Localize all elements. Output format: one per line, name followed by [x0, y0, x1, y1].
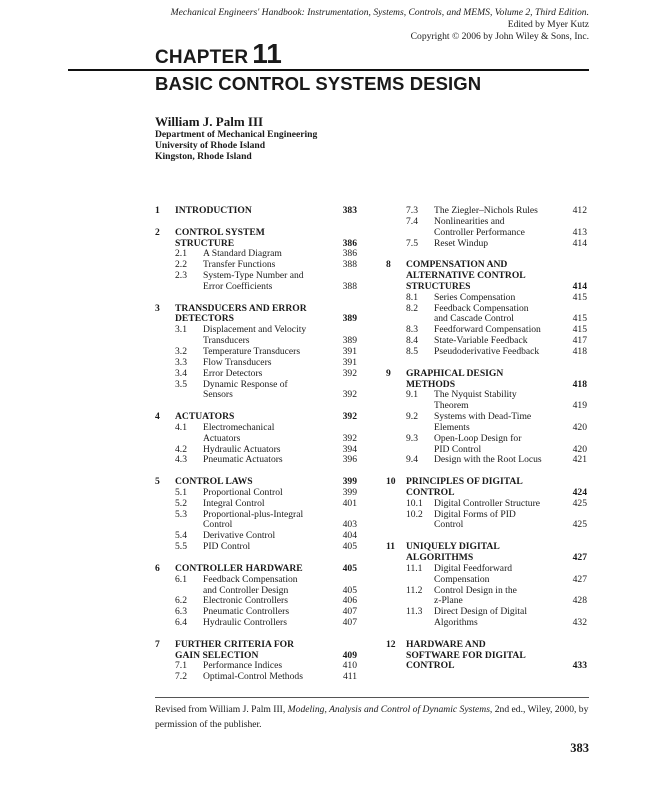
toc-subsection-page: 399 — [342, 486, 357, 498]
toc-section-title: GRAPHICAL DESIGN METHODS — [406, 367, 504, 390]
toc-subsection — [386, 304, 589, 326]
toc-subsection — [386, 217, 589, 239]
toc-subsection-title: Electromechanical Actuators — [203, 421, 275, 444]
toc-subsection-title: Optimal-Control Methods — [203, 671, 303, 683]
chapter-word: CHAPTER — [155, 47, 249, 68]
toc-section-title: INTRODUCTION — [175, 205, 252, 216]
toc-subsection-title: Hydraulic Actuators — [203, 443, 281, 455]
toc-subsection-page: 396 — [342, 454, 357, 466]
toc-subsection — [155, 542, 359, 553]
toc-section-number: 6 — [155, 562, 160, 574]
toc-subsection-page: 407 — [342, 606, 357, 618]
toc-subsection-number: 2.2 — [175, 259, 187, 271]
toc-subsection-page: 401 — [342, 497, 357, 509]
toc-subsection-page: 412 — [572, 205, 587, 216]
chapter-number: 11 — [252, 38, 282, 69]
toc-subsection-page: 392 — [342, 432, 357, 444]
toc-subsection-number: 8.2 — [406, 302, 418, 314]
toc-section-number: 11 — [386, 541, 396, 553]
toc-section-page: 399 — [342, 476, 357, 488]
toc-subsection-number: 10.2 — [406, 508, 423, 520]
toc-subsection — [386, 390, 589, 412]
toc-section — [386, 640, 589, 673]
toc-subsection-title: Performance Indices — [203, 660, 283, 672]
toc-subsection-page: 391 — [342, 356, 357, 368]
toc-subsection-title: PID Control — [203, 541, 251, 553]
toc-subsection-page: 415 — [572, 291, 587, 303]
toc-section-title: CONTROL SYSTEM STRUCTURE — [175, 226, 265, 249]
toc-subsection-page: 406 — [342, 595, 357, 607]
toc-subsection-number: 7.2 — [175, 671, 187, 683]
toc-left-column — [155, 206, 359, 683]
toc-section-title: TRANSDUCERS AND ERROR DETECTORS — [175, 302, 307, 325]
toc-subsection-number: 11.1 — [406, 562, 423, 574]
toc-subsection — [386, 607, 589, 629]
toc-subsection-number: 5.3 — [175, 508, 187, 520]
toc-subsection-title: Design with the Root Locus — [434, 454, 542, 466]
toc-section-page: 389 — [342, 313, 357, 325]
author-name: William J. Palm III — [155, 114, 264, 129]
toc-subsection-page: 404 — [342, 530, 357, 542]
toc-section-page: 392 — [342, 411, 357, 423]
toc-subsection — [386, 239, 589, 250]
toc-subsection-page: 418 — [572, 345, 587, 357]
toc-subsection-page: 410 — [342, 660, 357, 672]
toc-subsection-page: 389 — [342, 335, 357, 347]
toc-subsection-number: 6.4 — [175, 617, 187, 629]
toc-subsection-page: 428 — [572, 595, 587, 607]
toc-section-page: 405 — [342, 562, 357, 574]
toc-subsection-title: Nonlinearities and Controller Performance — [434, 215, 525, 238]
toc-subsection-number: 2.3 — [175, 270, 187, 282]
toc-subsection-title: Electronic Controllers — [203, 595, 288, 607]
toc-subsection-number: 6.2 — [175, 595, 187, 607]
author-university: University of Rhode Island — [155, 140, 266, 151]
toc-section — [386, 542, 589, 564]
toc-subsection-page: 425 — [572, 497, 587, 509]
toc-subsection-number: 8.4 — [406, 335, 418, 347]
toc-subsection-page: 394 — [342, 443, 357, 455]
toc-section-number: 5 — [155, 476, 160, 488]
toc-subsection-number: 5.2 — [175, 497, 187, 509]
toc-section-number: 3 — [155, 302, 160, 314]
toc-subsection-title: Digital Forms of PID Control — [434, 508, 516, 531]
toc-subsection-page: 420 — [572, 421, 587, 433]
toc-subsection-number: 5.5 — [175, 541, 187, 553]
toc-subsection-title: Feedback Compensation and Cascade Control — [434, 302, 529, 325]
toc-subsection-title: Pneumatic Actuators — [203, 454, 283, 466]
toc-subsection-number: 8.3 — [406, 324, 418, 336]
toc-subsection-number: 8.5 — [406, 345, 418, 357]
toc-subsection-page: 427 — [572, 573, 587, 585]
toc-subsection — [155, 423, 359, 445]
toc-section-title: CONTROL LAWS — [175, 476, 253, 488]
toc-subsection-page: 392 — [342, 367, 357, 379]
toc-subsection-title: Direct Design of Digital Algorithms — [434, 606, 527, 629]
chapter-rule — [68, 69, 589, 71]
toc-subsection — [155, 380, 359, 402]
toc-section-title: HARDWARE AND SOFTWARE FOR DIGITAL CONTROL — [406, 638, 526, 672]
toc-subsection-title: Temperature Transducers — [203, 345, 301, 357]
toc-subsection-title: Pneumatic Controllers — [203, 606, 290, 618]
toc-subsection-page: 415 — [572, 313, 587, 325]
toc-subsection-number: 4.2 — [175, 443, 187, 455]
toc-section — [386, 477, 589, 499]
toc-subsection-number: 10.1 — [406, 497, 423, 509]
toc-subsection-number: 9.2 — [406, 411, 418, 423]
toc-subsection-title: The Ziegler–Nichols Rules — [434, 205, 538, 216]
toc-right-column — [386, 206, 589, 672]
toc-subsection — [155, 271, 359, 293]
toc-subsection-title: Digital Feedforward Compensation — [434, 562, 513, 585]
toc-subsection — [155, 369, 359, 380]
toc-subsection-title: Digital Controller Structure — [434, 497, 541, 509]
toc-subsection-title: Feedforward Compensation — [434, 324, 541, 336]
toc-subsection-title: A Standard Diagram — [203, 248, 282, 260]
toc-subsection — [155, 499, 359, 510]
toc-subsection-page: 414 — [572, 237, 587, 249]
toc-subsection-number: 9.1 — [406, 389, 418, 401]
toc-section-number: 8 — [386, 259, 391, 271]
author-location: Kingston, Rhode Island — [155, 151, 252, 162]
toc-subsection-number: 3.3 — [175, 356, 187, 368]
chapter-title: BASIC CONTROL SYSTEMS DESIGN — [155, 73, 482, 94]
toc-subsection-number: 3.1 — [175, 324, 187, 336]
toc-subsection-page: 405 — [342, 541, 357, 553]
toc-subsection-title: Proportional Control — [203, 486, 283, 498]
toc-subsection-number: 5.4 — [175, 530, 187, 542]
toc-subsection-page: 388 — [342, 280, 357, 292]
toc-subsection — [386, 510, 589, 532]
toc-subsection-page: 417 — [572, 335, 587, 347]
toc-subsection — [155, 618, 359, 629]
toc-subsection-page: 415 — [572, 324, 587, 336]
toc-subsection-page: 432 — [572, 617, 587, 629]
toc-subsection-title: Hydraulic Controllers — [203, 617, 287, 629]
toc-subsection — [155, 510, 359, 532]
toc-subsection-page: 425 — [572, 519, 587, 531]
toc-section-page: 418 — [572, 378, 587, 390]
toc-subsection-number: 5.1 — [175, 486, 187, 498]
toc-subsection-page: 388 — [342, 259, 357, 271]
toc-section-number: 7 — [155, 638, 160, 650]
toc-subsection-title: Flow Transducers — [203, 356, 272, 368]
toc-section-number: 10 — [386, 476, 396, 488]
toc-subsection-page: 403 — [342, 519, 357, 531]
footnote-prefix: Revised from William J. Palm III, — [155, 704, 288, 715]
toc-subsection-number: 6.3 — [175, 606, 187, 618]
footnote-rule — [155, 697, 589, 698]
toc-subsection-number: 3.2 — [175, 345, 187, 357]
toc-subsection-page: 411 — [342, 671, 357, 683]
toc-section-page: 383 — [342, 205, 357, 216]
running-header-book: Mechanical Engineers' Handbook: Instrumentation, Systems, Controls, and MEMS, Volume 2, Third Edition. — [170, 7, 589, 18]
running-header-editor: Edited by Myer Kutz — [507, 19, 589, 30]
toc-subsection-number: 7.3 — [406, 205, 418, 216]
toc-subsection-number: 7.5 — [406, 237, 418, 249]
toc-section-page: 386 — [342, 237, 357, 249]
footnote-book-title: Modeling, Analysis and Control of Dynamic Systems, — [287, 704, 493, 715]
toc-subsection-title: System-Type Number and Error Coefficients — [203, 270, 304, 292]
toc-subsection-page: 391 — [342, 345, 357, 357]
toc-section-title: CONTROLLER HARDWARE — [175, 562, 303, 574]
toc-subsection — [386, 434, 589, 456]
toc-section-number: 4 — [155, 411, 160, 423]
toc-subsection — [155, 455, 359, 466]
toc-subsection-title: Feedback Compensation and Controller Design — [203, 573, 298, 596]
toc-subsection-number: 7.4 — [406, 215, 418, 227]
toc-section-page: 433 — [572, 660, 587, 672]
toc-subsection-number: 6.1 — [175, 573, 187, 585]
toc-subsection-title: Transfer Functions — [203, 259, 276, 271]
toc-subsection — [386, 499, 589, 510]
toc-section — [155, 640, 359, 662]
toc-subsection-number: 2.1 — [175, 248, 187, 260]
toc-section-number: 1 — [155, 205, 160, 216]
toc-subsection-number: 4.1 — [175, 421, 187, 433]
toc-section — [155, 304, 359, 326]
running-header-copyright: Copyright © 2006 by John Wiley & Sons, Inc. — [410, 31, 589, 42]
toc-section-number: 12 — [386, 638, 396, 650]
toc-section — [155, 228, 359, 250]
toc-subsection-title: Series Compensation — [434, 291, 516, 303]
toc-subsection — [386, 586, 589, 608]
toc-subsection-title: Displacement and Velocity Transducers — [203, 324, 307, 347]
toc-subsection-number: 8.1 — [406, 291, 418, 303]
toc-subsection — [155, 325, 359, 347]
toc-section-title: UNIQUELY DIGITAL ALGORITHMS — [406, 541, 500, 563]
toc-section — [386, 369, 589, 391]
toc-subsection — [386, 293, 589, 304]
toc-subsection-page: 420 — [572, 443, 587, 455]
toc-subsection-title: Derivative Control — [203, 530, 276, 542]
toc-subsection-title: Dynamic Response of Sensors — [203, 378, 288, 401]
toc-subsection-number: 3.5 — [175, 378, 187, 390]
toc-subsection-number: 7.1 — [175, 660, 187, 672]
toc-subsection-number: 9.4 — [406, 454, 418, 466]
toc-section-page: 424 — [572, 486, 587, 498]
toc-subsection-number: 9.3 — [406, 432, 418, 444]
toc-section-page: 414 — [572, 280, 587, 292]
toc-subsection-title: Proportional-plus-Integral Control — [203, 508, 304, 531]
page-number: 383 — [570, 741, 589, 755]
toc-section — [386, 260, 589, 293]
toc-subsection-title: Error Detectors — [203, 367, 263, 379]
toc-section-title: PRINCIPLES OF DIGITAL CONTROL — [406, 476, 523, 498]
author-department: Department of Mechanical Engineering — [155, 129, 318, 140]
toc-subsection-title: Pseudoderivative Feedback — [434, 345, 540, 357]
toc-subsection-page: 386 — [342, 248, 357, 260]
toc-subsection-page: 413 — [572, 226, 587, 238]
toc-section-title: ACTUATORS — [175, 411, 235, 423]
toc-subsection-page: 419 — [572, 400, 587, 412]
toc-section-page: 427 — [572, 552, 587, 563]
toc-subsection — [386, 455, 589, 466]
toc-subsection-title: Integral Control — [203, 497, 265, 509]
toc-section-page: 409 — [342, 649, 357, 661]
toc-subsection-title: Systems with Dead-Time Elements — [434, 411, 532, 433]
footnote-suffix: 2nd ed., Wiley, 2000, by permission of the publisher. — [155, 704, 589, 730]
toc-subsection-number: 4.3 — [175, 454, 187, 466]
toc-subsection-title: Open-Loop Design for PID Control — [434, 432, 522, 455]
toc-section — [155, 206, 359, 217]
footnote — [155, 702, 591, 732]
toc-subsection-number: 11.3 — [406, 606, 423, 618]
toc-subsection-page: 392 — [342, 389, 357, 401]
toc-section-number: 2 — [155, 226, 160, 238]
toc-subsection-number: 11.2 — [406, 584, 423, 596]
toc-subsection — [386, 564, 589, 586]
toc-section-title: COMPENSATION AND ALTERNATIVE CONTROL STRUCTURES — [406, 259, 526, 292]
toc-subsection-title: Control Design in the z-Plane — [434, 584, 517, 607]
toc-subsection-page: 405 — [342, 584, 357, 596]
toc-subsection — [155, 575, 359, 597]
toc-subsection-page: 407 — [342, 617, 357, 629]
chapter-label — [155, 38, 282, 70]
toc-subsection-title: The Nyquist Stability Theorem — [434, 389, 517, 412]
toc-subsection-page: 421 — [572, 454, 587, 466]
toc-subsection-title: Reset Windup — [434, 237, 489, 249]
toc-subsection — [386, 347, 589, 358]
toc-subsection — [386, 412, 589, 434]
toc-subsection — [155, 672, 359, 683]
toc-subsection-number: 3.4 — [175, 367, 187, 379]
toc-section-number: 9 — [386, 367, 391, 379]
toc-section-title: FURTHER CRITERIA FOR GAIN SELECTION — [175, 638, 295, 661]
toc-subsection-title: State-Variable Feedback — [434, 335, 528, 347]
